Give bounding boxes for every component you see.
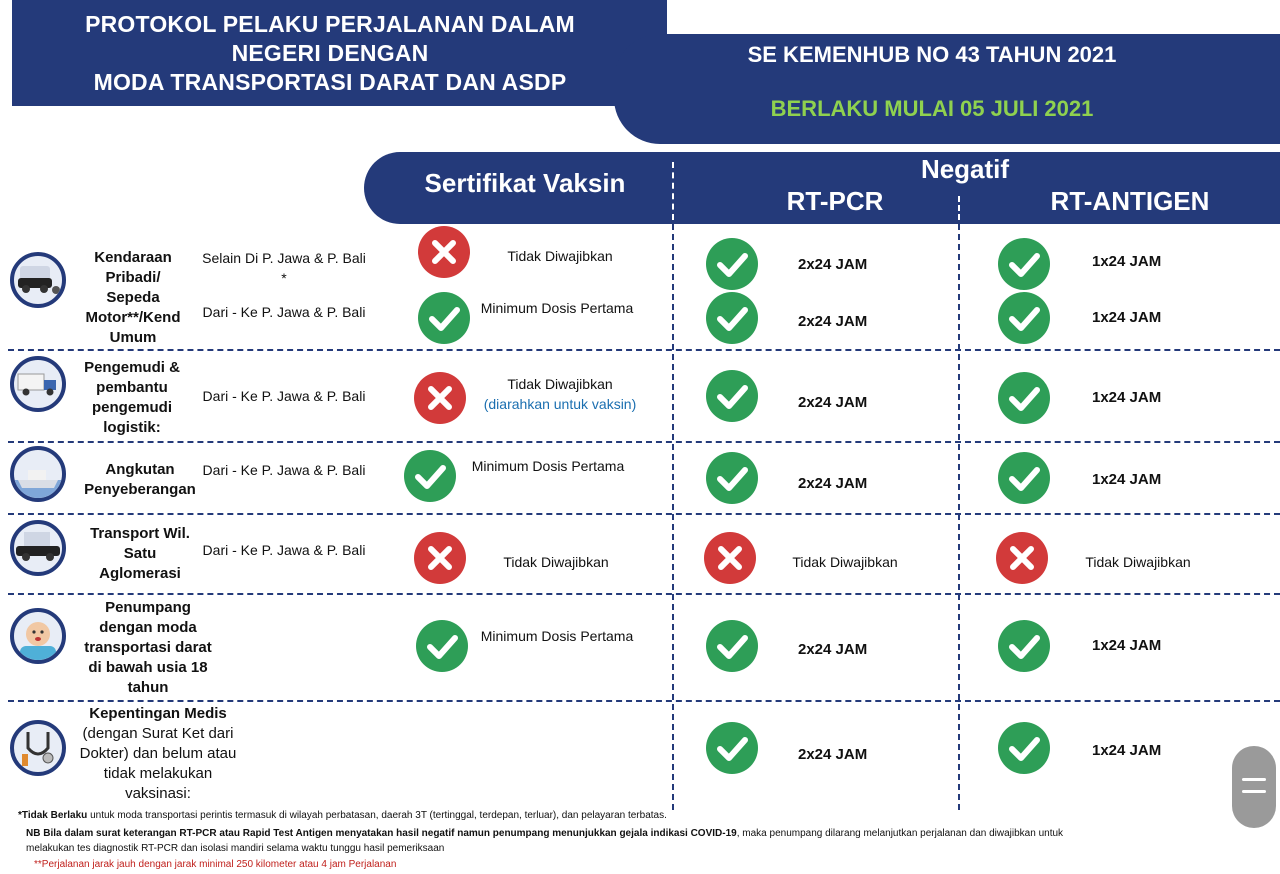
cross-icon bbox=[414, 532, 466, 584]
check-icon bbox=[706, 452, 758, 504]
check-icon bbox=[998, 620, 1050, 672]
pcr-duration: 2x24 JAM bbox=[798, 394, 868, 411]
antigen-status: Tidak Diwajibkan bbox=[1085, 554, 1191, 570]
footnote-tidak-berlaku: *Tidak Berlaku untuk moda transportasi perintis termasuk di wilayah perbatasan, daerah 3T (tertinggal, terdepan, terluar), dan pelayaran terbatas. bbox=[18, 810, 667, 821]
check-icon bbox=[998, 238, 1050, 290]
category-kepentingan-medis: Kepentingan Medis (dengan Surat Ket dari Dokter) dan belum atau tidak melakukan vaksinasi: bbox=[79, 705, 237, 802]
vaksin-status: Minimum Dosis Pertama bbox=[480, 628, 634, 644]
check-icon bbox=[706, 620, 758, 672]
footnote-nb: NB Bila dalam surat keterangan RT-PCR atau Rapid Test Antigen menyatakan hasil negatif namun penumpang menunjukkan gejala indikasi COVID-19, maka penumpang dilarang melanjutkan perjalanan dan diwajibkan untuk melakukan tes diagnostik RT-PCR dan isolasi mandiri selama waktu tunggu hasil pemeriksaan bbox=[26, 828, 1064, 854]
check-icon bbox=[998, 722, 1050, 774]
antigen-duration: 1x24 JAM bbox=[1092, 253, 1162, 270]
title-line-3: MODA TRANSPORTASI DARAT DAN ASDP bbox=[93, 69, 567, 95]
car-icon bbox=[10, 520, 66, 576]
car-motorcycle-icon bbox=[10, 252, 66, 308]
check-icon bbox=[998, 452, 1050, 504]
check-icon bbox=[416, 620, 468, 672]
check-icon bbox=[706, 292, 758, 344]
pcr-duration: 2x24 JAM bbox=[798, 313, 868, 330]
page-title bbox=[30, 10, 630, 97]
antigen-duration: 1x24 JAM bbox=[1092, 471, 1162, 488]
pcr-duration: 2x24 JAM bbox=[798, 746, 868, 763]
pcr-duration: 2x24 JAM bbox=[798, 475, 868, 492]
column-divider bbox=[672, 224, 674, 810]
category-penumpang-anak: Penumpang dengan moda transportasi darat di bawah usia 18 tahun bbox=[84, 599, 212, 696]
header-divider bbox=[672, 162, 674, 220]
title-line-1: PROTOKOL PELAKU PERJALANAN DALAM bbox=[85, 11, 575, 37]
row-divider bbox=[8, 593, 1280, 595]
antigen-duration: 1x24 JAM bbox=[1092, 742, 1162, 759]
vaksin-status: Minimum Dosis Pertama bbox=[480, 300, 634, 316]
stethoscope-icon bbox=[10, 720, 66, 776]
category-pengemudi-logistik: Pengemudi & pembantu pengemudi logistik: bbox=[84, 359, 180, 436]
check-icon bbox=[404, 450, 456, 502]
vaksin-note: (diarahkan untuk vaksin) bbox=[483, 396, 637, 412]
footnote-jarak-jauh: **Perjalanan jarak jauh dengan jarak minimal 250 kilometer atau 4 jam Perjalanan bbox=[34, 859, 397, 870]
cross-icon bbox=[418, 226, 470, 278]
category-kendaraan-pribadi: Kendaraan Pribadi/ Sepeda Motor**/Kend Umum bbox=[85, 249, 181, 346]
vaksin-status: Tidak Diwajibkan bbox=[503, 554, 609, 570]
vaksin-status: Tidak Diwajibkan bbox=[507, 248, 613, 264]
pcr-duration: 2x24 JAM bbox=[798, 256, 868, 273]
row-divider bbox=[8, 349, 1280, 351]
check-icon bbox=[706, 370, 758, 422]
effective-date: BERLAKU MULAI 05 JULI 2021 bbox=[770, 96, 1094, 121]
route-label: Selain Di P. Jawa & P. Bali * bbox=[202, 250, 366, 286]
row-divider bbox=[8, 700, 1280, 702]
row-divider bbox=[8, 513, 1280, 515]
col-sertifikat-vaksin: Sertifikat Vaksin bbox=[424, 168, 626, 198]
cross-icon bbox=[704, 532, 756, 584]
antigen-duration: 1x24 JAM bbox=[1092, 389, 1162, 406]
scroll-menu-button[interactable] bbox=[1232, 746, 1276, 828]
route-label: Dari - Ke P. Jawa & P. Bali bbox=[202, 462, 366, 478]
check-icon bbox=[998, 372, 1050, 424]
regulation-label: SE KEMENHUB NO 43 TAHUN 2021 bbox=[747, 42, 1117, 67]
check-icon bbox=[998, 292, 1050, 344]
check-icon bbox=[418, 292, 470, 344]
row-divider bbox=[8, 441, 1280, 443]
truck-icon bbox=[10, 356, 66, 412]
route-label: Dari - Ke P. Jawa & P. Bali bbox=[202, 542, 366, 558]
antigen-duration: 1x24 JAM bbox=[1092, 637, 1162, 654]
vaksin-status: Tidak Diwajibkan (diarahkan untuk vaksin) bbox=[483, 376, 637, 412]
check-icon bbox=[706, 238, 758, 290]
route-label: Dari - Ke P. Jawa & P. Bali bbox=[202, 388, 366, 404]
ferry-icon bbox=[10, 446, 66, 502]
col-rt-antigen: RT-ANTIGEN bbox=[1050, 186, 1210, 216]
col-negatif: Negatif bbox=[920, 154, 1010, 184]
child-icon bbox=[10, 608, 66, 664]
col-rt-pcr: RT-PCR bbox=[786, 186, 884, 216]
antigen-duration: 1x24 JAM bbox=[1092, 309, 1162, 326]
cross-icon bbox=[996, 532, 1048, 584]
category-angkutan-penyeberangan: Angkutan Penyeberangan bbox=[84, 461, 196, 498]
pcr-status: Tidak Diwajibkan bbox=[792, 554, 898, 570]
cross-icon bbox=[414, 372, 466, 424]
check-icon bbox=[706, 722, 758, 774]
column-divider bbox=[958, 224, 960, 810]
title-line-2: NEGERI DENGAN bbox=[231, 40, 429, 66]
header-divider bbox=[958, 196, 960, 220]
pcr-duration: 2x24 JAM bbox=[798, 641, 868, 658]
category-transport-aglomerasi: Transport Wil. Satu Aglomerasi bbox=[90, 525, 190, 582]
vaksin-status: Minimum Dosis Pertama bbox=[471, 458, 625, 474]
route-label: Dari - Ke P. Jawa & P. Bali bbox=[202, 304, 366, 320]
